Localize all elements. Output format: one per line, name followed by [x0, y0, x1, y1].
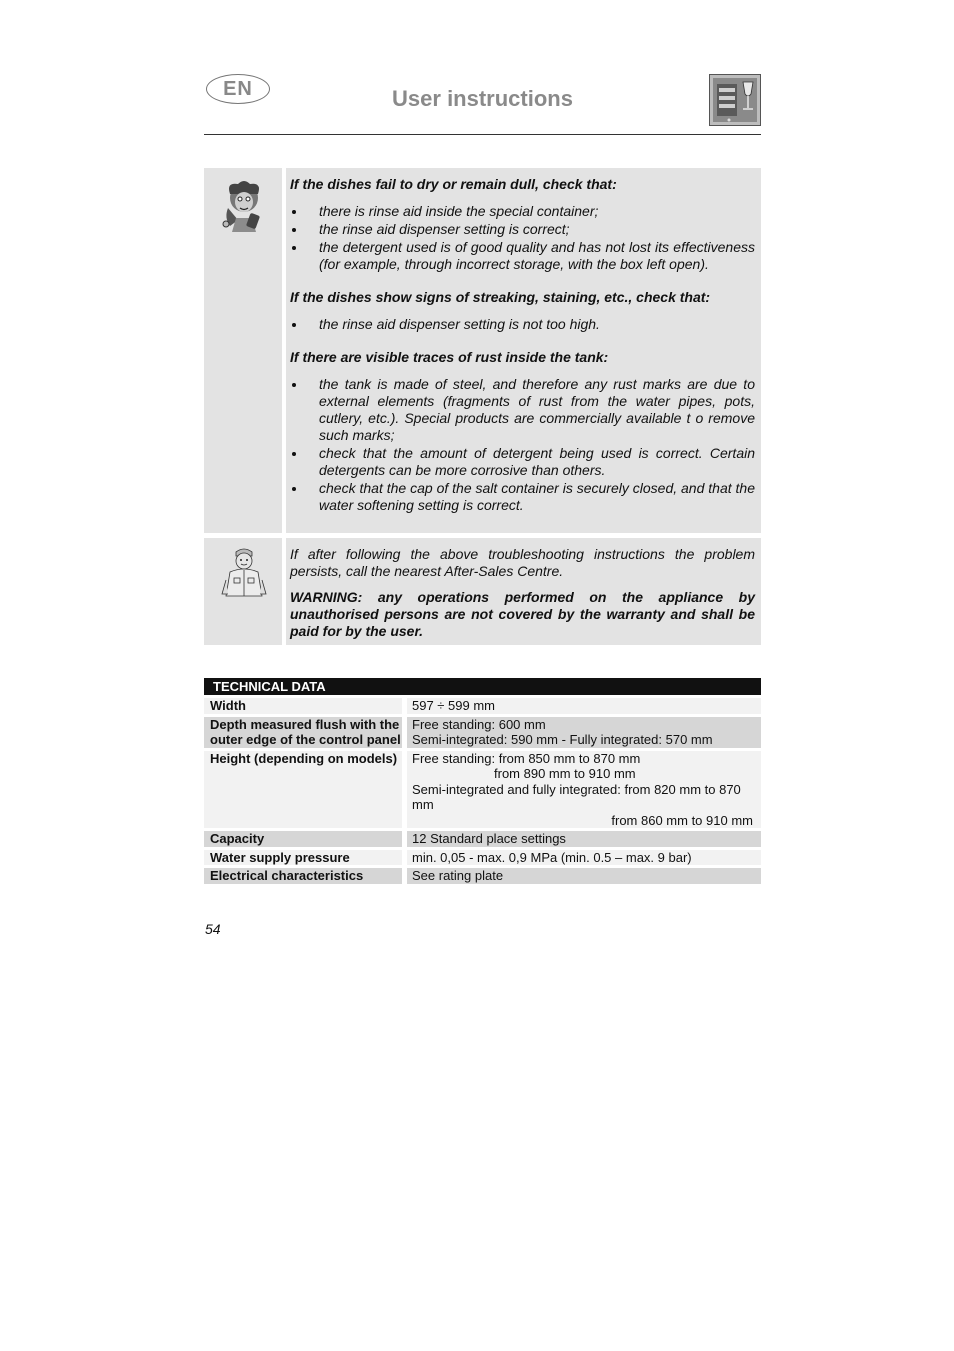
section-heading: If the dishes fail to dry or remain dull, check that: [290, 176, 617, 192]
list-item: the rinse aid dispenser setting is correct; [290, 221, 755, 238]
value-line: See rating plate [412, 868, 504, 883]
troubleshooting-text [286, 168, 761, 533]
page-number: 54 [205, 921, 221, 937]
table-row [204, 717, 761, 748]
page-title: User instructions [392, 86, 573, 111]
value-line: Free standing: from 850 mm to 870 mm [412, 750, 641, 766]
list-item: the rinse aid dispenser setting is not too high. [290, 316, 755, 333]
row-label: Width [204, 698, 402, 714]
value-line: from 890 mm to 910 mm [494, 766, 636, 781]
list-item: there is rinse aid inside the special container; [290, 203, 755, 220]
page-header [204, 68, 761, 135]
value-line: Semi-integrated and fully integrated: from 820 mm to 870 mm [412, 781, 741, 812]
check-list [290, 316, 755, 333]
table-row [204, 850, 761, 866]
table-title: TECHNICAL DATA [204, 678, 761, 695]
value-line: from 860 mm to 910 mm [611, 812, 753, 828]
troubleshooting-box [204, 168, 761, 533]
list-item: the detergent used is of good quality and has not lost its effectiveness (for example, through incorrect storage, with the box left open). [290, 239, 755, 273]
list-item: the tank is made of steel, and therefore any rust marks are due to external elements (fragments of rust from the water pipes, pots, cutlery, etc.). Special products are commercially available t o remove such marks; [290, 376, 755, 444]
row-value [407, 717, 761, 748]
row-value [407, 850, 761, 866]
table-row [204, 751, 761, 829]
warranty-warning: WARNING: any operations performed on the appliance by unauthorised persons are not covered by the warranty and shall be paid for by the user. [290, 589, 755, 639]
row-label: Height (depending on models) [204, 751, 402, 829]
worried-person-icon [218, 178, 270, 236]
value-line: 12 Standard place settings [412, 831, 566, 846]
row-label: Capacity [204, 831, 402, 847]
check-list [290, 203, 755, 273]
dishwasher-icon [709, 74, 761, 126]
row-value [407, 698, 761, 714]
list-item: check that the cap of the salt container is securely closed, and that the water softening setting is correct. [290, 480, 755, 514]
check-list [290, 376, 755, 514]
assistance-paragraph: If after following the above troubleshooting instructions the problem persists, call the nearest After-Sales Centre. [290, 546, 755, 579]
after-sales-text [286, 538, 761, 645]
row-label: Depth measured flush with the outer edge of the control panel [204, 717, 402, 748]
value-line: Free standing: 600 mm [412, 716, 546, 732]
value-line: 597 ÷ 599 mm [412, 698, 496, 713]
row-value [407, 751, 761, 829]
row-label: Electrical characteristics [204, 868, 402, 884]
row-label: Water supply pressure [204, 850, 402, 866]
value-line: min. 0,05 - max. 0,9 MPa (min. 0.5 – max. 9 bar) [412, 849, 692, 865]
list-item: check that the amount of detergent being used is correct. Certain detergents can be more corrosive than others. [290, 445, 755, 479]
technician-icon [220, 546, 268, 604]
table-row [204, 868, 761, 884]
after-sales-box [204, 538, 761, 645]
section-heading: If there are visible traces of rust inside the tank: [290, 349, 609, 365]
table-row [204, 698, 761, 714]
table-row [204, 831, 761, 847]
language-badge: EN [206, 74, 270, 104]
technical-data-table [204, 678, 761, 884]
value-line: Semi-integrated: 590 mm - Fully integrated: 570 mm [412, 732, 713, 747]
row-value [407, 831, 761, 847]
row-value [407, 868, 761, 884]
section-heading: If the dishes show signs of streaking, staining, etc., check that: [290, 289, 711, 305]
